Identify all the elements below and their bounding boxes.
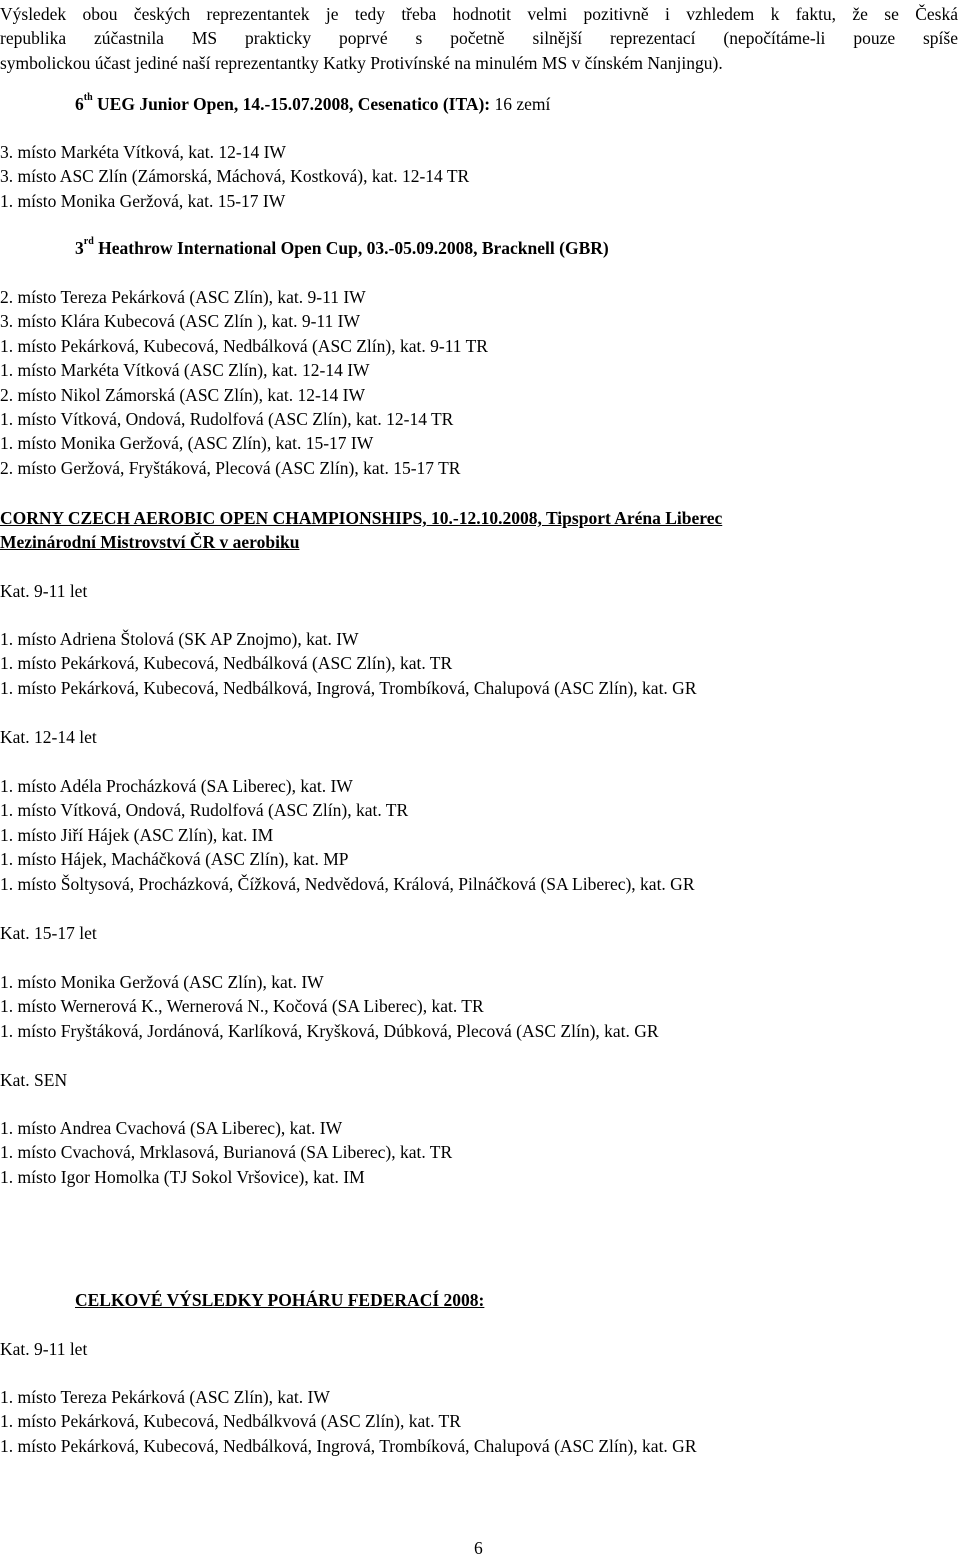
- result-line: 1. místo Adéla Procházková (SA Liberec), kat. IW: [0, 776, 353, 796]
- category-label: Kat. SEN: [0, 1070, 68, 1090]
- result-line: 1. místo Markéta Vítková (ASC Zlín), kat. 12-14 IW: [0, 360, 370, 381]
- heathrow-results: [0, 285, 488, 480]
- ueg-title-text: UEG Junior Open, 14.-15.07.2008, Cesenatico (ITA):: [92, 94, 495, 114]
- result-line: 1. místo Cvachová, Mrklasová, Burianová (SA Liberec), kat. TR: [0, 1142, 453, 1163]
- ueg-results: [0, 140, 469, 213]
- result-line: 1. místo Wernerová K., Wernerová N., Kočová (SA Liberec), kat. TR: [0, 996, 484, 1017]
- result-line: 1. místo Monika Geržová, (ASC Zlín), kat. 15-17 IW: [0, 433, 374, 454]
- federace-heading: CELKOVÉ VÝSLEDKY POHÁRU FEDERACÍ 2008:: [75, 1290, 485, 1310]
- result-line: 1. místo Monika Geržová, kat. 15-17 IW: [0, 190, 286, 211]
- result-line: 2. místo Geržová, Fryštáková, Plecová (ASC Zlín), kat. 15-17 TR: [0, 457, 461, 478]
- federace-results: [0, 1385, 697, 1458]
- intro-line-1: Výsledek obou českých reprezentantek je tedy třeba hodnotit velmi pozitivně i vzhledem k faktu, že se Česká: [0, 4, 958, 24]
- result-line: 1. místo Pekárková, Kubecová, Nedbálková (ASC Zlín), kat. TR: [0, 653, 453, 674]
- result-line: 1. místo Hájek, Macháčková (ASC Zlín), kat. MP: [0, 849, 349, 870]
- category-label: Kat. 15-17 let: [0, 923, 97, 943]
- intro-line-2: republika zúčastnila MS prakticky poprvé s početně silnější reprezentací (nepočítáme-li pouze spíše: [0, 28, 958, 49]
- ueg-edition-suffix: th: [83, 92, 93, 104]
- corny-heading-line-2: Mezinárodní Mistrovství ČR v aerobiku: [0, 532, 300, 552]
- result-line: 2. místo Tereza Pekárková (ASC Zlín), kat. 9-11 IW: [0, 287, 366, 307]
- result-line: 1. místo Adriena Štolová (SK AP Znojmo), kat. IW: [0, 629, 359, 649]
- result-line: 1. místo Vítková, Ondová, Rudolfová (ASC Zlín), kat. 12-14 TR: [0, 408, 454, 429]
- heathrow-event-title: [75, 236, 609, 260]
- corny-heading-line-1: CORNY CZECH AEROBIC OPEN CHAMPIONSHIPS, 10.-12.10.2008, Tipsport Aréna Liberec: [0, 508, 723, 528]
- ueg-event-title: [75, 92, 550, 116]
- result-line: 1. místo Pekárková, Kubecová, Nedbálková, Ingrová, Trombíková, Chalupová (ASC Zlín), kat. GR: [0, 1435, 697, 1456]
- category-label: Kat. 12-14 let: [0, 727, 97, 747]
- result-line: 1. místo Jiří Hájek (ASC Zlín), kat. IM: [0, 824, 274, 845]
- result-line: 1. místo Pekárková, Kubecová, Nedbálkvová (ASC Zlín), kat. TR: [0, 1411, 461, 1432]
- category-results: [0, 627, 697, 700]
- result-line: 1. místo Vítková, Ondová, Rudolfová (ASC Zlín), kat. TR: [0, 800, 409, 821]
- result-line: 3. místo ASC Zlín (Zámorská, Máchová, Kostková), kat. 12-14 TR: [0, 166, 470, 187]
- intro-paragraph: [0, 2, 958, 75]
- result-line: 1. místo Šoltysová, Procházková, Čížková, Nedvědová, Králová, Pilnáčková (SA Liberec), kat. GR: [0, 873, 695, 894]
- heathrow-edition-suffix: rd: [83, 236, 94, 248]
- result-line: 1. místo Igor Homolka (TJ Sokol Vršovice), kat. IM: [0, 1166, 365, 1187]
- result-line: 1. místo Pekárková, Kubecová, Nedbálková (ASC Zlín), kat. 9-11 TR: [0, 335, 488, 356]
- result-line: 1. místo Monika Geržová (ASC Zlín), kat. IW: [0, 972, 324, 992]
- category-results: [0, 774, 695, 896]
- heathrow-title-text: Heathrow International Open Cup, 03.-05.09.2008, Bracknell (GBR): [93, 238, 609, 258]
- intro-line-3: symbolickou účast jediné naší reprezentantky Katky Protivínské na minulém MS v čínském Nanjingu).: [0, 52, 723, 73]
- result-line: 1. místo Pekárková, Kubecová, Nedbálková, Ingrová, Trombíková, Chalupová (ASC Zlín), kat. GR: [0, 677, 697, 698]
- category-label: Kat. 9-11 let: [0, 1339, 88, 1359]
- result-line: 1. místo Andrea Cvachová (SA Liberec), kat. IW: [0, 1118, 343, 1138]
- category-results: [0, 970, 659, 1043]
- result-line: 1. místo Tereza Pekárková (ASC Zlín), kat. IW: [0, 1387, 330, 1407]
- result-line: 1. místo Fryštáková, Jordánová, Karlíková, Kryšková, Dúbková, Plecová (ASC Zlín), kat. GR: [0, 1020, 659, 1041]
- category-results: [0, 1116, 452, 1189]
- heathrow-edition-number: 3: [75, 238, 84, 258]
- ueg-edition-number: 6: [75, 94, 84, 114]
- ueg-countries: 16 zemí: [494, 94, 551, 114]
- page-number: 6: [474, 1538, 483, 1558]
- result-line: 3. místo Markéta Vítková, kat. 12-14 IW: [0, 142, 286, 162]
- category-label: Kat. 9-11 let: [0, 581, 88, 601]
- result-line: 2. místo Nikol Zámorská (ASC Zlín), kat. 12-14 IW: [0, 384, 366, 405]
- result-line: 3. místo Klára Kubecová (ASC Zlín ), kat. 9-11 IW: [0, 311, 360, 332]
